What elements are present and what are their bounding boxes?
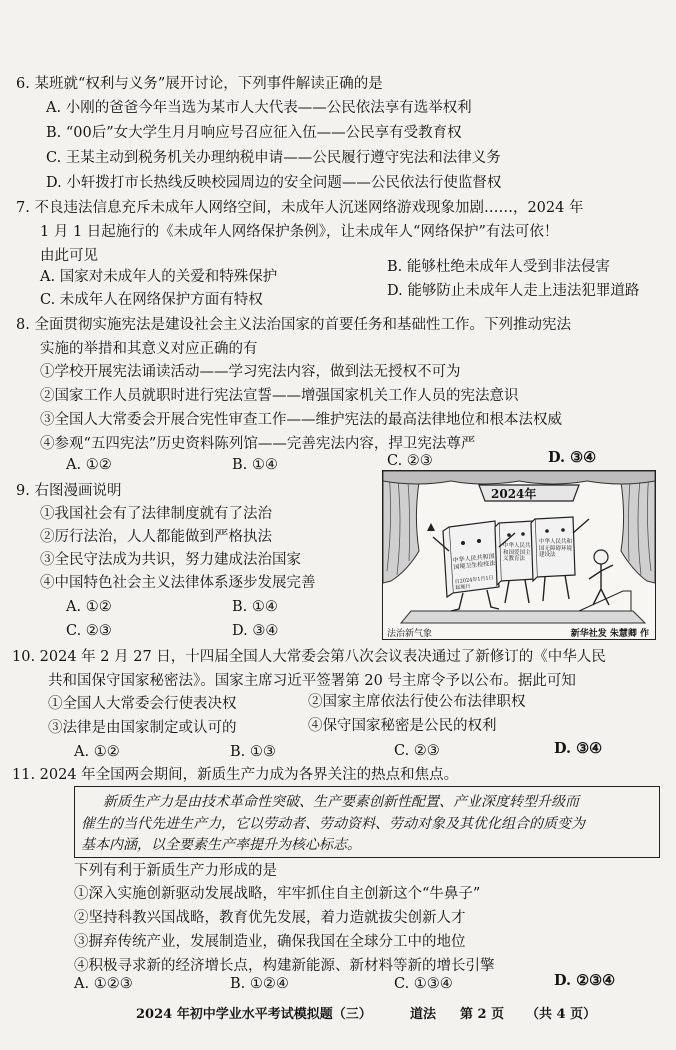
q11-material-box <box>74 786 660 858</box>
q6-stem: 6. 某班就“权利与义务”展开讨论，下列事件解读正确的是 <box>16 76 383 92</box>
q10-item-4: ④保守国家秘密是公民的权利 <box>308 718 497 734</box>
q11-option-a: A. ①②③ <box>74 976 133 992</box>
q9-option-d: D. ③④ <box>232 623 279 639</box>
q10-option-b: B. ①③ <box>230 744 276 760</box>
q10-item-2: ②国家主席依法行使公布法律职权 <box>308 694 526 710</box>
q11-item-2: ②坚持科教兴国战略，教育优先发展，着力造就拔尖创新人才 <box>74 910 466 926</box>
q9-item-4: ④中国特色社会主义法律体系逐步发展完善 <box>40 575 316 591</box>
q11-material-line1: 新质生产力是由技术革命性突破、生产要素创新性配置、产业深度转型升级而 <box>103 794 579 810</box>
q7-option-c: C. 未成年人在网络保护方面有特权 <box>40 292 263 308</box>
cartoon-book2-title: 中华人民共和国爱国主义教育法 <box>503 543 531 562</box>
cartoon-book3-title: 中华人民共和国无障碍环境建设法 <box>539 539 573 558</box>
footer-subject: 道法 <box>410 1007 437 1022</box>
q10-item-3: ③法律是由国家制定或认可的 <box>48 720 237 736</box>
q8-option-b: B. ①④ <box>232 457 278 473</box>
q8-stem-line2: 实施的举措和其意义对应正确的有 <box>40 341 258 357</box>
q7-stem-line2: 1 月 1 日起施行的《未成年人网络保护条例》，让未成年人“网络保护”有法可依！ <box>40 224 559 240</box>
q11-item-4: ④积极寻求新的经济增长点，构建新能源、新材料等新的增长引擎 <box>74 958 495 974</box>
q8-item-1: ①学校开展宪法诵读活动——学习宪法内容，做到法无授权不可为 <box>40 364 461 380</box>
cartoon-illustration <box>382 470 656 640</box>
q11-material-line3: 基本内涵，以全要素生产率提升为核心标志。 <box>81 837 361 853</box>
q10-option-c: C. ②③ <box>394 743 440 759</box>
q11-option-b: B. ①②④ <box>230 976 289 992</box>
q8-option-a: A. ①② <box>66 457 112 473</box>
q8-item-4: ④参观“五四宪法”历史资料陈列馆——完善宪法内容，捍卫宪法尊严 <box>40 436 476 452</box>
q7-stem-line3: 由此可见 <box>40 248 98 264</box>
q6-option-a: A. 小刚的爸爸今年当选为某市人大代表——公民依法享有选举权利 <box>46 100 472 116</box>
q8-item-3: ③全国人大常委会开展合宪性审查工作——维护宪法的最高法律地位和根本法权威 <box>40 412 562 428</box>
cartoon-banner-text: 2024年 <box>491 487 537 501</box>
q8-option-d: D. ③④ <box>548 449 597 466</box>
q11-option-d: D. ②③④ <box>554 972 616 989</box>
q10-option-d: D. ③④ <box>554 740 603 757</box>
q8-stem-line1: 8. 全面贯彻实施宪法是建设社会主义法治国家的首要任务和基础性工作。下列推动宪法 <box>16 317 571 333</box>
q10-stem-line1: 10. 2024 年 2 月 27 日，十四届全国人大常委会第八次会议表决通过了新修订的《中华人民 <box>12 649 606 665</box>
cartoon-caption-right: 新华社发 朱慧卿 作 <box>570 629 649 639</box>
q6-option-d: D. 小轩拨打市长热线反映校园周边的安全问题——公民依法行使监督权 <box>46 175 502 191</box>
q9-option-a: A. ①② <box>66 599 112 615</box>
q9-item-1: ①我国社会有了法律制度就有了法治 <box>40 506 272 522</box>
q8-item-2: ②国家工作人员就职时进行宪法宣誓——增强国家机关工作人员的宪法意识 <box>40 388 519 404</box>
q7-option-d: D. 能够防止未成年人走上违法犯罪道路 <box>387 283 640 299</box>
q10-item-1: ①全国人大常委会行使表决权 <box>48 696 237 712</box>
footer-title: 2024 年初中学业水平考试模拟题（三） <box>136 1007 372 1022</box>
q8-option-c: C. ②③ <box>387 453 433 469</box>
q11-material-line2: 催生的当代先进生产力，它以劳动者、劳动资料、劳动对象及其优化组合的质变为 <box>81 816 585 832</box>
q7-option-b: B. 能够杜绝未成年人受到非法侵害 <box>387 259 610 275</box>
q11-stem: 11. 2024 年全国两会期间，新质生产力成为各界关注的热点和焦点。 <box>12 767 459 783</box>
q11-item-3: ③摒弃传统产业，发展制造业，确保我国在全球分工中的地位 <box>74 934 466 950</box>
q9-item-2: ②厉行法治，人人都能做到严格执法 <box>40 529 272 545</box>
q10-stem-line2: 共和国保守国家秘密法》。国家主席习近平签署第 20 号主席令予以公布。据此可知 <box>48 673 576 689</box>
cartoon-caption-left: 法治新气象 <box>387 629 433 639</box>
cartoon-book1-date: 自2024年1月1日起施行 <box>454 575 494 592</box>
q11-question: 下列有利于新质生产力形成的是 <box>74 863 277 879</box>
q9-option-b: B. ①④ <box>232 599 278 615</box>
q6-option-c: C. 王某主动到税务机关办理纳税申请——公民履行遵守宪法和法律义务 <box>46 150 501 166</box>
q9-item-3: ③全民守法成为共识，努力建成法治国家 <box>40 552 301 568</box>
q7-stem-line1: 7. 不良违法信息充斥未成年人网络空间，未成年人沉迷网络游戏现象加剧……，2024 年 <box>16 200 584 216</box>
q11-option-c: C. ①③④ <box>394 976 453 992</box>
q11-item-1: ①深入实施创新驱动发展战略，牢牢抓住自主创新这个“牛鼻子” <box>74 886 481 902</box>
q9-stem: 9. 右图漫画说明 <box>16 483 122 499</box>
q10-option-a: A. ①② <box>74 744 120 760</box>
footer-page: 第 2 页 <box>460 1007 505 1022</box>
q6-option-b: B. “00后”女大学生月月响应号召应征入伍——公民享有受教育权 <box>46 125 462 141</box>
cartoon-book1-title: 中华人民共和国国境卫生检疫法 <box>452 552 496 572</box>
q9-option-c: C. ②③ <box>66 623 112 639</box>
footer-total: （共 4 页） <box>526 1007 597 1022</box>
q7-option-a: A. 国家对未成年人的关爱和特殊保护 <box>40 269 278 285</box>
